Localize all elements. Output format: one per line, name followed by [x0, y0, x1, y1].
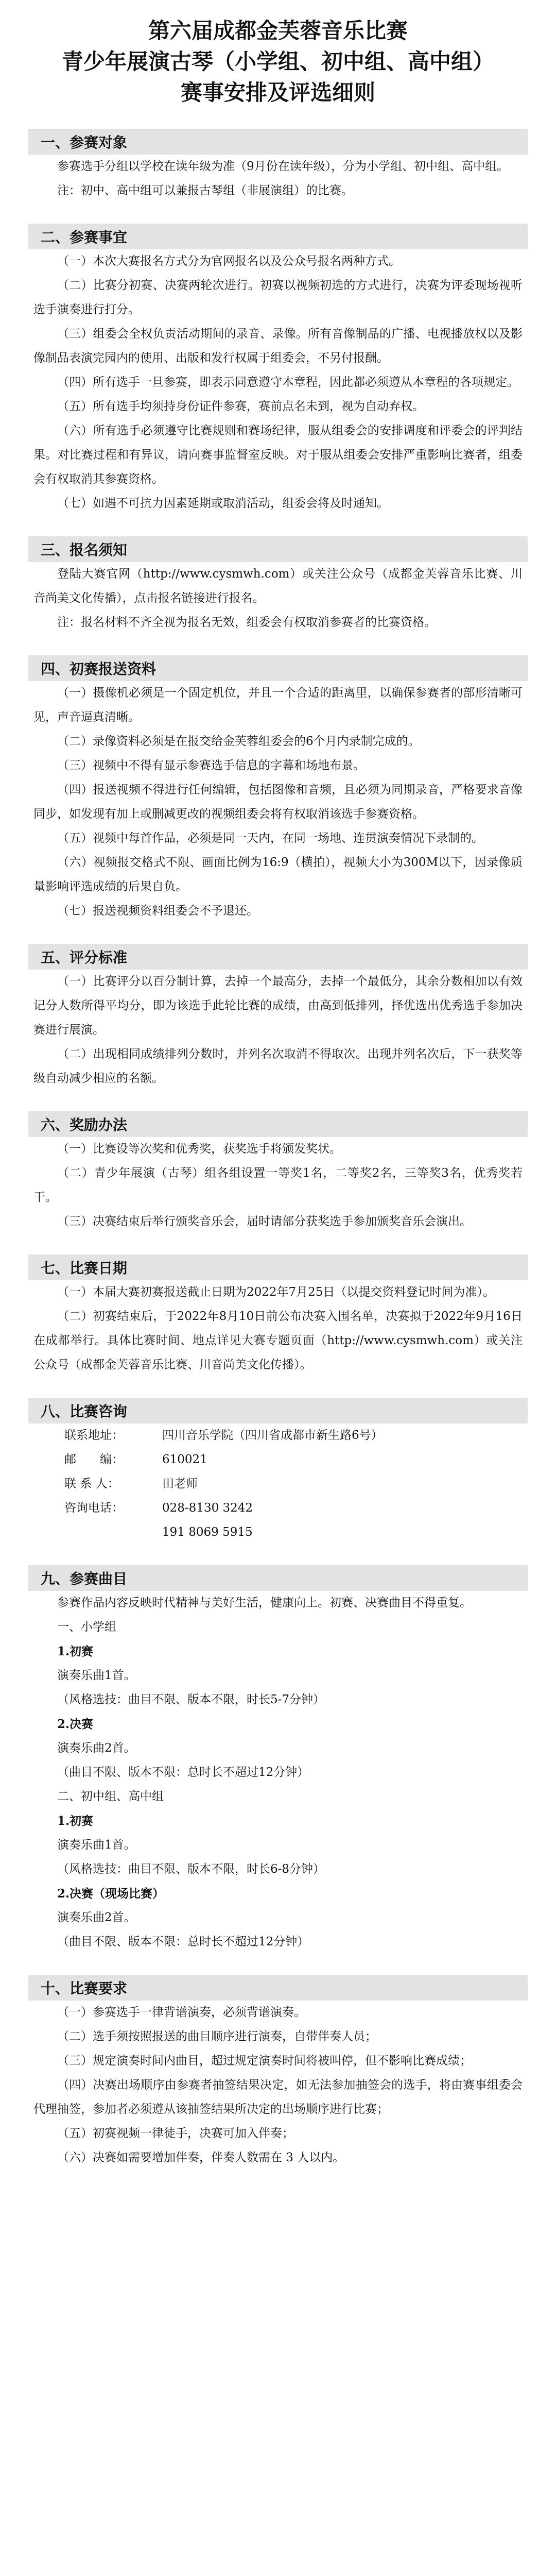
- round-label: 1.初赛: [57, 1814, 94, 1828]
- paragraph: （一）摄像机必须是一个固定机位，并且一个合适的距离里，以确保参赛者的部形清晰可见，声音逼真清晰。: [33, 686, 523, 724]
- paragraph: （五）初赛视频一律徒手，决赛可加入伴奏；: [57, 2127, 294, 2140]
- paragraph: 注：初中、高中组可以兼报古琴组（非展演组）的比赛。: [57, 184, 353, 197]
- paragraph: 登陆大赛官网（http://www.cysmwh.com）或关注公众号（成都金芙蓉音乐比赛、川音尚美文化传播），点击报名链接进行报名。: [33, 567, 523, 605]
- paragraph: （七）报送视频资料组委会不予退还。: [57, 904, 258, 918]
- section-heading: 八、比赛咨询: [28, 1398, 528, 1423]
- phone-label: 咨询电话：: [64, 1501, 124, 1515]
- group-label: 二、初中组、高中组: [57, 1790, 164, 1803]
- round-detail: （风格选技：曲目不限、版本不限，时长6-8分钟）: [57, 1862, 325, 1876]
- paragraph: （三）决赛结束后举行颁奖音乐会，届时请部分获奖选手参加颁奖音乐会演出。: [57, 1215, 472, 1228]
- phone-value-1: 028-8130 3242: [162, 1501, 253, 1515]
- contact-block: [33, 1423, 523, 1545]
- section-heading: 五、评分标准: [28, 944, 528, 970]
- paragraph: （二）录像资料必须是在报交给金芙蓉组委会的6个月内录制完成的。: [57, 735, 420, 748]
- group-label: 一、小学组: [57, 1620, 116, 1634]
- round-detail: 演奏乐曲2首。: [57, 1741, 136, 1755]
- paragraph: （二）选手须按照报送的曲目顺序进行演奏，自带伴奏人员；: [57, 2030, 377, 2043]
- paragraph: （四）所有选手一旦参赛，即表示同意遵守本章程，因此都必须遵从本章程的各项规定。: [57, 376, 519, 389]
- section-heading: 七、比赛日期: [28, 1255, 528, 1280]
- round-label: 1.初赛: [57, 1645, 94, 1658]
- title-block: [28, 0, 528, 108]
- paragraph: （六）视频报交格式不限、画面比例为16:9（横拍），视频大小为300M以下，因录像质量影响评选成绩的后果自负。: [33, 856, 523, 893]
- title-line-1: 第六届成都金芙蓉音乐比赛: [148, 18, 408, 43]
- title-line-3: 赛事安排及评选细则: [180, 80, 375, 105]
- postcode-label: 邮 编：: [64, 1453, 124, 1466]
- paragraph: （二）初赛结束后，于2022年8月10日前公布决赛入围名单，决赛拟于2022年9月16日在成都举行。具体比赛时间、地点详见大赛专题页面（http://www.cysmwh.com）或关注公众号（成都金芙蓉音乐比赛、川音尚美文化传播）。: [33, 1310, 523, 1371]
- round-label: 2.决赛: [57, 1717, 94, 1731]
- paragraph: 注：报名材料不齐全视为报名无效，组委会有权取消参赛者的比赛资格。: [57, 616, 436, 629]
- paragraph: （一）比赛评分以百分制计算，去掉一个最高分，去掉一个最低分，其余分数相加以有效记分人数所得平均分，即为该选手此轮比赛的成绩，由高到低排列，择优选出优秀选手参加决赛进行展演。: [33, 975, 523, 1037]
- section-heading: 二、参赛事宜: [28, 224, 528, 249]
- paragraph: （二）出现相同成绩排列分数时，并列名次取消不得取次。出现并列名次后，下一获奖等级自动减少相应的名额。: [33, 1047, 523, 1085]
- postcode-value: 610021: [162, 1453, 207, 1466]
- paragraph: （六）决赛如需要增加伴奏，伴奏人数需在 3 人以内。: [57, 2151, 345, 2164]
- paragraph: （一）比赛设等次奖和优秀奖，获奖选手将颁发奖状。: [57, 1142, 341, 1156]
- paragraph: 参赛作品内容反映时代精神与美好生活，健康向上。初赛、决赛曲目不得重复。: [57, 1596, 472, 1609]
- title-line-2: 青少年展演古琴（小学组、初中组、高中组）: [61, 49, 494, 74]
- address-value: 四川音乐学院（四川省成都市新生路6号）: [162, 1429, 383, 1442]
- contact-person-value: 田老师: [162, 1477, 198, 1490]
- paragraph: （一）本届大赛初赛报送截止日期为2022年7月25日（以提交资料登记时间为准）。: [57, 1285, 495, 1299]
- round-detail: （曲目不限、版本不限：总时长不超过12分钟）: [57, 1935, 309, 1948]
- paragraph: （七）如遇不可抗力因素延期或取消活动，组委会将及时通知。: [57, 497, 389, 510]
- paragraph: （四）报送视频不得进行任何编辑，包括图像和音频，且必须为同期录音，严格要求音像同步，如发现有加上或删减更改的视频组委会将有权取消该选手参赛资格。: [33, 783, 523, 821]
- address-label: 联系地址：: [64, 1429, 124, 1442]
- round-label: 2.决赛（现场比赛）: [57, 1887, 165, 1901]
- section-heading: 九、参赛曲目: [28, 1565, 528, 1591]
- contact-person-label: 联 系 人：: [64, 1477, 119, 1490]
- round-detail: （风格选技：曲目不限、版本不限，时长5-7分钟）: [57, 1693, 325, 1706]
- section-heading: 三、报名须知: [28, 536, 528, 562]
- paragraph: （四）决赛出场顺序由参赛者抽签结果决定，如无法参加抽签会的选手，将由赛事组委会代理抽签，参加者必须遵从该抽签结果所决定的出场顺序进行比赛；: [33, 2078, 523, 2116]
- paragraph: （二）青少年展演（古琴）组各组设置一等奖1名，二等奖2名，三等奖3名，优秀奖若干。: [33, 1166, 523, 1204]
- paragraph: （三）组委会全权负责活动期间的录音、录像。所有音像制品的广播、电视播放权以及影像制品表演完园内的使用、出版和发行权属于组委会，不另付报酬。: [33, 327, 523, 365]
- paragraph: （三）视频中不得有显示参赛选手信息的字幕和场地布景。: [57, 759, 365, 772]
- section-heading: 四、初赛报送资料: [28, 655, 528, 681]
- paragraph: （五）所有选手均须持身份证件参赛，赛前点名未到，视为自动弃权。: [57, 400, 424, 413]
- paragraph: （六）所有选手必须遵守比赛规则和赛场纪律，服从组委会的安排调度和评委会的评判结果。对比赛过程和有异议，请向赛事监督室反映。对于服从组委会安排严重影响比赛者，组委会有权取消其参赛资格。: [33, 424, 523, 486]
- paragraph: （三）规定演奏时间内曲目，超过规定演奏时间将被叫停，但不影响比赛成绩；: [57, 2054, 472, 2067]
- round-detail: 演奏乐曲2首。: [57, 1911, 136, 1924]
- paragraph: （一）参赛选手一律背谱演奏，必须背谱演奏。: [57, 2006, 306, 2019]
- phone-value-2: 191 8069 5915: [162, 1526, 253, 1539]
- section-heading: 一、参赛对象: [28, 129, 528, 155]
- paragraph: （五）视频中每首作品，必须是同一天内，在同一场地、连贯演奏情况下录制的。: [57, 832, 483, 845]
- round-detail: （曲目不限、版本不限：总时长不超过12分钟）: [57, 1766, 309, 1779]
- paragraph: （二）比赛分初赛、决赛两轮次进行。初赛以视频初选的方式进行，决赛为评委现场视听选手演奏进行打分。: [33, 279, 523, 316]
- section-heading: 六、奖励办法: [28, 1111, 528, 1137]
- paragraph: 参赛选手分组以学校在读年级为准（9月份在读年级），分为小学组、初中组、高中组。: [57, 160, 509, 173]
- round-detail: 演奏乐曲1首。: [57, 1669, 136, 1682]
- round-detail: 演奏乐曲1首。: [57, 1838, 136, 1852]
- paragraph: （一）本次大赛报名方式分为官网报名以及公众号报名两种方式。: [57, 255, 401, 268]
- section-heading: 十、比赛要求: [28, 1975, 528, 2001]
